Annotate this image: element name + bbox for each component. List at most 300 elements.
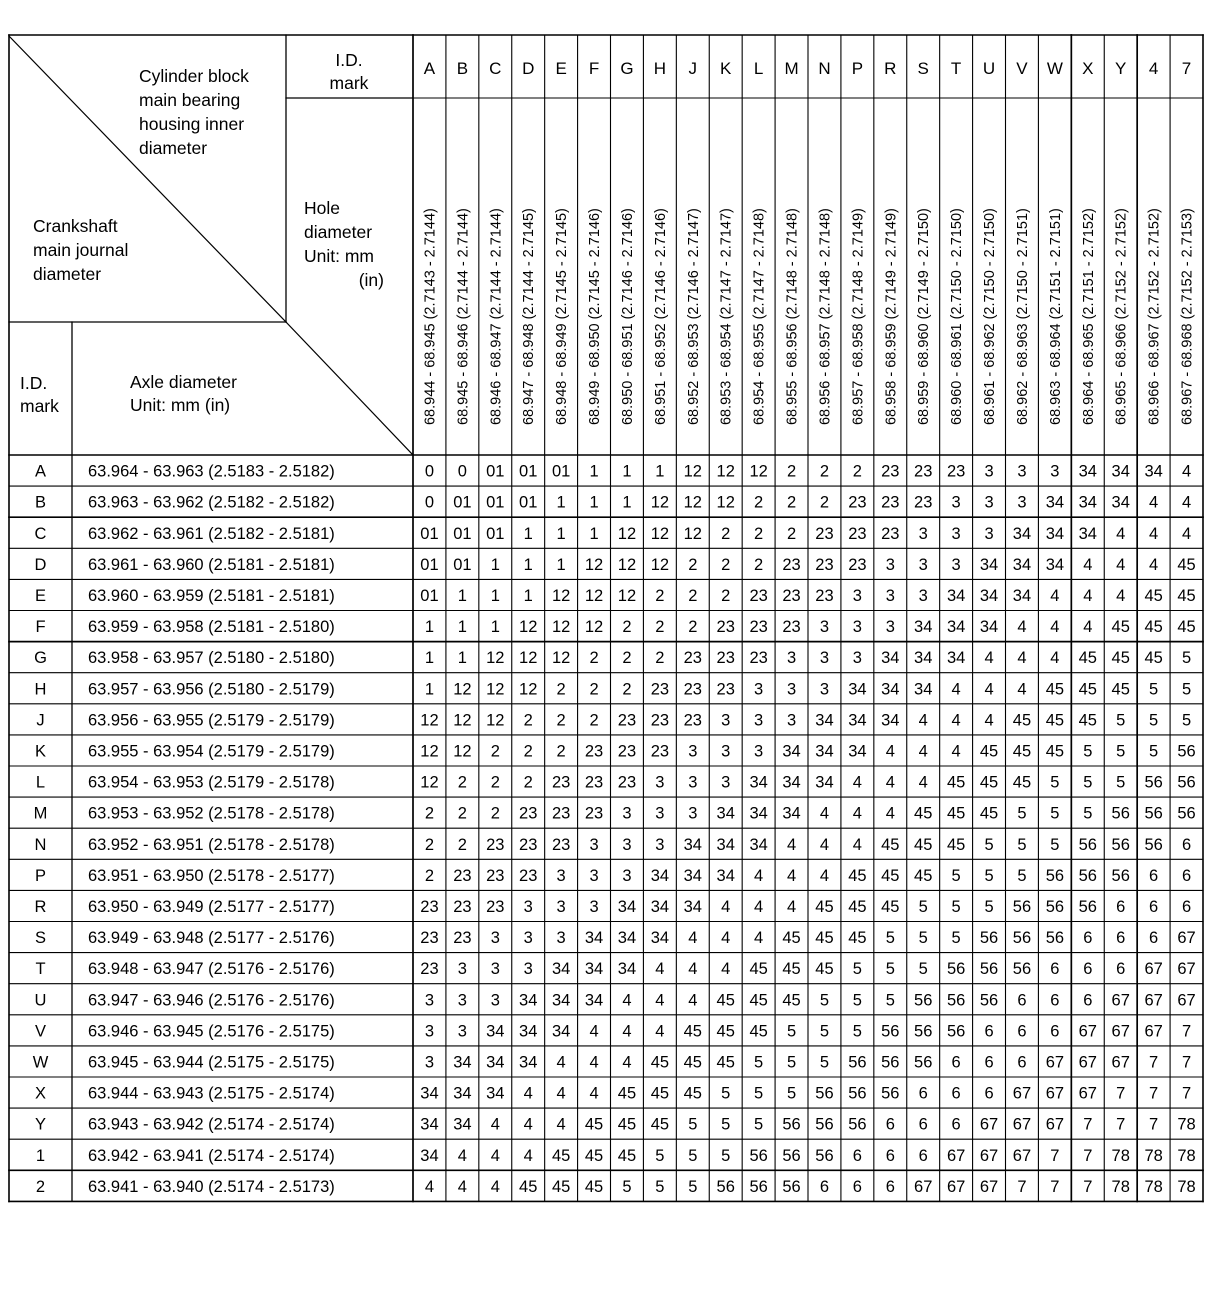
row-axle-diameter-X: 63.944 - 63.943 (2.5175 - 2.5174) bbox=[88, 1084, 335, 1103]
col-mark-G: G bbox=[620, 59, 634, 78]
grade-cell: 23 bbox=[815, 524, 834, 543]
grade-cell: 23 bbox=[584, 742, 604, 761]
grade-cell: 34 bbox=[453, 1115, 472, 1134]
grade-cell: 6 bbox=[1149, 866, 1159, 885]
col-mark-X: X bbox=[1082, 59, 1094, 78]
grade-cell: 67 bbox=[1111, 1053, 1130, 1072]
grade-cell: 45 bbox=[650, 1053, 670, 1072]
grade-cell: 23 bbox=[650, 680, 670, 699]
grade-cell: 45 bbox=[1012, 773, 1032, 792]
col-hole-diameter-F: 68.949 - 68.950 (2.7145 - 2.7146) bbox=[587, 208, 604, 425]
grade-cell: 34 bbox=[848, 680, 867, 699]
col-mark-T: T bbox=[950, 59, 962, 78]
grade-cell: 2 bbox=[786, 493, 797, 512]
grade-cell: 56 bbox=[1045, 929, 1065, 948]
grade-cell: 5 bbox=[918, 960, 928, 979]
grade-cell: 34 bbox=[881, 711, 900, 730]
grade-cell: 4 bbox=[622, 1022, 632, 1041]
grade-cell: 01 bbox=[420, 586, 439, 605]
grade-cell: 34 bbox=[716, 804, 735, 823]
grade-cell: 23 bbox=[617, 711, 637, 730]
grade-cell: 01 bbox=[453, 493, 472, 512]
grade-cell: 01 bbox=[519, 462, 538, 481]
grade-cell: 2 bbox=[622, 618, 632, 637]
grade-cell: 56 bbox=[881, 1053, 900, 1072]
grade-cell: 12 bbox=[486, 649, 505, 668]
col-mark-W: W bbox=[1046, 59, 1063, 78]
row-mark-X: X bbox=[34, 1084, 47, 1103]
grade-cell: 2 bbox=[655, 618, 665, 637]
grade-cell: 2 bbox=[556, 742, 566, 761]
grade-cell: 12 bbox=[683, 524, 702, 543]
grade-cell: 34 bbox=[1111, 493, 1130, 512]
grade-cell: 5 bbox=[754, 1084, 764, 1103]
grade-cell: 4 bbox=[918, 711, 928, 730]
grade-cell: 5 bbox=[984, 866, 994, 885]
grade-cell: 23 bbox=[617, 742, 637, 761]
grade-cell: 45 bbox=[979, 804, 999, 823]
diagonal-lower bbox=[286, 322, 413, 455]
grade-cell: 23 bbox=[519, 804, 538, 823]
grade-cell: 3 bbox=[754, 711, 764, 730]
row-axle-diameter-N: 63.952 - 63.951 (2.5178 - 2.5178) bbox=[88, 835, 335, 854]
grade-cell: 23 bbox=[848, 524, 867, 543]
grade-cell: 3 bbox=[721, 742, 731, 761]
grade-cell: 5 bbox=[754, 1053, 764, 1072]
grade-cell: 34 bbox=[979, 555, 999, 574]
grade-cell: 3 bbox=[556, 929, 566, 948]
grade-cell: 2 bbox=[556, 680, 566, 699]
grade-cell: 56 bbox=[815, 1146, 834, 1165]
grade-cell: 34 bbox=[650, 866, 670, 885]
grade-cell: 67 bbox=[1045, 1115, 1065, 1134]
grade-cell: 4 bbox=[1050, 586, 1060, 605]
grade-cell: 12 bbox=[453, 680, 472, 699]
grade-cell: 34 bbox=[848, 742, 867, 761]
grade-cell: 45 bbox=[683, 1053, 702, 1072]
row-axle-diameter-2: 63.941 - 63.940 (2.5174 - 2.5173) bbox=[88, 1177, 335, 1196]
grade-cell: 67 bbox=[1111, 991, 1130, 1010]
grade-cell: 3 bbox=[688, 804, 698, 823]
row-mark-H: H bbox=[34, 680, 47, 699]
grade-cell: 23 bbox=[749, 618, 768, 637]
grade-cell: 2 bbox=[721, 524, 731, 543]
grade-cell: 5 bbox=[984, 897, 994, 916]
grade-cell: 12 bbox=[617, 524, 637, 543]
grade-cell: 45 bbox=[914, 804, 933, 823]
grade-cell: 34 bbox=[683, 835, 702, 854]
grade-cell: 2 bbox=[589, 649, 599, 668]
row-axle-diameter-P: 63.951 - 63.950 (2.5178 - 2.5177) bbox=[88, 866, 335, 885]
grade-cell: 2 bbox=[490, 773, 500, 792]
grade-cell: 67 bbox=[1144, 1022, 1163, 1041]
grade-cell: 3 bbox=[622, 866, 632, 885]
grade-cell: 45 bbox=[683, 1084, 702, 1103]
grade-cell: 23 bbox=[453, 897, 472, 916]
grade-cell: 56 bbox=[1045, 897, 1065, 916]
col-hole-diameter-E: 68.948 - 68.949 (2.7145 - 2.7145) bbox=[554, 208, 571, 425]
row-axle-diameter-E: 63.960 - 63.959 (2.5181 - 2.5181) bbox=[88, 586, 335, 605]
grade-cell: 4 bbox=[819, 866, 830, 885]
grade-cell: 5 bbox=[852, 991, 862, 1010]
grade-cell: 56 bbox=[946, 1022, 966, 1041]
grade-cell: 01 bbox=[486, 524, 505, 543]
grade-cell: 3 bbox=[424, 1053, 435, 1072]
grade-cell: 7 bbox=[1181, 1022, 1192, 1041]
grade-cell: 12 bbox=[584, 618, 604, 637]
grade-cell: 3 bbox=[490, 960, 500, 979]
grade-cell: 67 bbox=[1111, 1022, 1130, 1041]
grade-cell: 6 bbox=[1181, 866, 1192, 885]
grade-cell: 7 bbox=[1181, 1053, 1192, 1072]
grade-cell: 3 bbox=[984, 462, 994, 481]
col-mark-P: P bbox=[851, 59, 864, 78]
grade-cell: 23 bbox=[683, 649, 702, 668]
grade-cell: 34 bbox=[486, 1022, 505, 1041]
grade-cell: 12 bbox=[716, 462, 735, 481]
grade-cell: 01 bbox=[551, 462, 571, 481]
grade-cell: 34 bbox=[617, 897, 637, 916]
grade-cell: 2 bbox=[754, 493, 764, 512]
grade-cell: 67 bbox=[1078, 1053, 1097, 1072]
grade-cell: 34 bbox=[848, 711, 867, 730]
grade-cell: 5 bbox=[721, 1146, 731, 1165]
grade-cell: 4 bbox=[819, 835, 830, 854]
grade-cell: 67 bbox=[1012, 1146, 1032, 1165]
grade-cell: 56 bbox=[1012, 897, 1032, 916]
grade-cell: 3 bbox=[424, 991, 435, 1010]
grade-cell: 23 bbox=[453, 929, 472, 948]
grade-cell: 45 bbox=[946, 804, 966, 823]
grade-cell: 1 bbox=[622, 462, 632, 481]
grade-cell: 5 bbox=[1116, 711, 1126, 730]
col-mark-7: 7 bbox=[1181, 59, 1192, 78]
grade-cell: 3 bbox=[819, 680, 830, 699]
grade-cell: 3 bbox=[885, 555, 895, 574]
grade-cell: 5 bbox=[852, 1022, 862, 1041]
row-mark-G: G bbox=[34, 649, 47, 668]
col-hole-diameter-N: 68.956 - 68.957 (2.7148 - 2.7148) bbox=[817, 208, 834, 425]
col-hole-diameter-T: 68.960 - 68.961 (2.7150 - 2.7150) bbox=[949, 208, 966, 425]
grade-cell: 5 bbox=[885, 991, 895, 1010]
grade-cell: 3 bbox=[984, 524, 994, 543]
col-hole-diameter-C: 68.946 - 68.947 (2.7144 - 2.7144) bbox=[488, 208, 505, 425]
grade-cell: 67 bbox=[1177, 929, 1196, 948]
grade-cell: 23 bbox=[551, 835, 571, 854]
grade-cell: 2 bbox=[819, 493, 830, 512]
grade-cell: 2 bbox=[688, 555, 698, 574]
grade-cell: 0 bbox=[457, 462, 467, 481]
grade-cell: 34 bbox=[914, 649, 933, 668]
grade-cell: 23 bbox=[584, 773, 604, 792]
row-mark-W: W bbox=[32, 1053, 49, 1072]
grade-cell: 34 bbox=[453, 1053, 472, 1072]
grade-cell: 4 bbox=[951, 711, 961, 730]
grade-cell: 23 bbox=[815, 586, 834, 605]
col-hole-diameter-J: 68.952 - 68.953 (2.7146 - 2.7147) bbox=[685, 208, 702, 425]
grade-cell: 6 bbox=[1116, 960, 1126, 979]
grade-cell: 56 bbox=[1111, 804, 1130, 823]
grade-cell: 45 bbox=[1177, 618, 1196, 637]
grade-cell: 4 bbox=[556, 1053, 566, 1072]
grade-cell: 01 bbox=[420, 555, 439, 574]
grade-cell: 4 bbox=[1116, 555, 1126, 574]
grade-cell: 6 bbox=[1017, 1022, 1027, 1041]
grade-cell: 34 bbox=[650, 929, 670, 948]
grade-cell: 34 bbox=[1045, 524, 1065, 543]
grade-cell: 7 bbox=[1050, 1177, 1060, 1196]
grade-cell: 45 bbox=[815, 929, 834, 948]
grade-cell: 45 bbox=[584, 1115, 604, 1134]
row-axle-diameter-J: 63.956 - 63.955 (2.5179 - 2.5179) bbox=[88, 711, 335, 730]
grade-cell: 4 bbox=[622, 1053, 632, 1072]
grade-cell: 23 bbox=[420, 929, 439, 948]
col-hole-diameter-B: 68.945 - 68.946 (2.7144 - 2.7144) bbox=[455, 208, 472, 425]
row-mark-L: L bbox=[35, 773, 46, 792]
grade-cell: 23 bbox=[486, 866, 505, 885]
grade-cell: 56 bbox=[815, 1084, 834, 1103]
grade-cell: 34 bbox=[749, 773, 768, 792]
grade-cell: 4 bbox=[490, 1115, 500, 1134]
grade-cell: 3 bbox=[786, 649, 797, 668]
grade-cell: 5 bbox=[721, 1084, 731, 1103]
grade-cell: 6 bbox=[885, 1115, 895, 1134]
col-mark-V: V bbox=[1016, 59, 1028, 78]
grade-cell: 6 bbox=[1116, 929, 1126, 948]
grade-cell: 45 bbox=[617, 1146, 637, 1165]
grade-cell: 3 bbox=[655, 835, 665, 854]
grade-cell: 23 bbox=[486, 835, 505, 854]
grade-cell: 4 bbox=[984, 649, 994, 668]
grade-cell: 2 bbox=[655, 586, 665, 605]
grade-cell: 3 bbox=[819, 649, 830, 668]
grade-cell: 67 bbox=[1078, 1084, 1097, 1103]
col-mark-M: M bbox=[784, 59, 799, 78]
row-mark-C: C bbox=[34, 524, 47, 543]
col-hole-diameter-G: 68.950 - 68.951 (2.7146 - 2.7146) bbox=[619, 208, 636, 425]
grade-cell: 12 bbox=[519, 680, 538, 699]
grade-cell: 45 bbox=[1144, 649, 1163, 668]
grade-cell: 45 bbox=[979, 773, 999, 792]
grade-cell: 3 bbox=[885, 586, 895, 605]
grade-cell: 12 bbox=[749, 462, 768, 481]
row-mark-2: 2 bbox=[35, 1177, 46, 1196]
grade-cell: 1 bbox=[424, 618, 435, 637]
grade-cell: 34 bbox=[815, 773, 834, 792]
grade-cell: 3 bbox=[918, 555, 928, 574]
grade-cell: 45 bbox=[683, 1022, 702, 1041]
row-mark-K: K bbox=[34, 742, 47, 761]
grade-cell: 3 bbox=[622, 835, 632, 854]
grade-cell: 4 bbox=[523, 1115, 533, 1134]
grade-cell: 23 bbox=[716, 618, 735, 637]
grade-cell: 6 bbox=[1017, 1053, 1027, 1072]
grade-cell: 34 bbox=[420, 1146, 439, 1165]
grade-cell: 4 bbox=[754, 866, 764, 885]
grade-cell: 4 bbox=[786, 866, 797, 885]
row-mark-D: D bbox=[34, 555, 47, 574]
grade-cell: 6 bbox=[852, 1177, 862, 1196]
grade-cell: 45 bbox=[519, 1177, 538, 1196]
grade-cell: 4 bbox=[655, 960, 665, 979]
grade-cell: 4 bbox=[721, 929, 731, 948]
col-hole-diameter-D: 68.947 - 68.948 (2.7144 - 2.7145) bbox=[521, 208, 538, 425]
grade-cell: 3 bbox=[688, 742, 698, 761]
grade-cell: 3 bbox=[721, 711, 731, 730]
grade-cell: 5 bbox=[1181, 711, 1192, 730]
col-hole-diameter-U: 68.961 - 68.962 (2.7150 - 2.7150) bbox=[982, 208, 999, 425]
row-axle-diameter-1: 63.942 - 63.941 (2.5174 - 2.5174) bbox=[88, 1146, 335, 1165]
grade-cell: 1 bbox=[457, 618, 467, 637]
grade-cell: 56 bbox=[1144, 835, 1163, 854]
grade-cell: 34 bbox=[683, 866, 702, 885]
grade-cell: 45 bbox=[1045, 680, 1065, 699]
grade-cell: 67 bbox=[946, 1146, 966, 1165]
col-mark-K: K bbox=[720, 59, 732, 78]
col-hole-diameter-M: 68.955 - 68.956 (2.7148 - 2.7148) bbox=[784, 208, 801, 425]
grade-cell: 4 bbox=[1050, 649, 1060, 668]
hole-desc-line-1: Hole bbox=[304, 198, 340, 218]
col-mark-C: C bbox=[489, 59, 502, 78]
grade-cell: 4 bbox=[951, 742, 961, 761]
grade-cell: 23 bbox=[914, 493, 933, 512]
grade-cell: 67 bbox=[1045, 1053, 1065, 1072]
grade-cell: 34 bbox=[551, 960, 571, 979]
grade-cell: 6 bbox=[852, 1146, 862, 1165]
grade-cell: 1 bbox=[556, 524, 566, 543]
hole-desc-line-3: Unit: mm bbox=[304, 246, 374, 266]
row-axle-diameter-R: 63.950 - 63.949 (2.5177 - 2.5177) bbox=[88, 897, 335, 916]
grade-cell: 1 bbox=[622, 493, 632, 512]
grade-cell: 34 bbox=[584, 960, 604, 979]
grade-cell: 4 bbox=[885, 773, 895, 792]
grade-cell: 56 bbox=[782, 1146, 801, 1165]
grade-cell: 45 bbox=[1177, 586, 1196, 605]
grade-cell: 7 bbox=[1116, 1084, 1126, 1103]
grade-cell: 34 bbox=[1012, 524, 1032, 543]
grade-cell: 2 bbox=[457, 804, 467, 823]
grade-cell: 2 bbox=[622, 649, 632, 668]
grade-cell: 56 bbox=[979, 929, 999, 948]
grade-cell: 5 bbox=[819, 991, 830, 1010]
grade-cell: 5 bbox=[655, 1177, 665, 1196]
grade-cell: 6 bbox=[1083, 929, 1093, 948]
grade-cell: 23 bbox=[716, 649, 735, 668]
col-hole-diameter-R: 68.958 - 68.959 (2.7149 - 2.7149) bbox=[883, 208, 900, 425]
grade-cell: 4 bbox=[1050, 618, 1060, 637]
grade-cell: 3 bbox=[655, 773, 665, 792]
grade-cell: 45 bbox=[749, 1022, 768, 1041]
grade-cell: 67 bbox=[1144, 991, 1163, 1010]
grade-cell: 3 bbox=[523, 960, 533, 979]
col-hole-diameter-P: 68.957 - 68.958 (2.7148 - 2.7149) bbox=[850, 208, 867, 425]
grade-cell: 23 bbox=[782, 586, 801, 605]
grade-cell: 23 bbox=[881, 524, 900, 543]
grade-cell: 5 bbox=[1083, 804, 1093, 823]
col-mark-H: H bbox=[653, 59, 667, 78]
grade-cell: 5 bbox=[786, 1053, 797, 1072]
grade-cell: 7 bbox=[1116, 1115, 1126, 1134]
grade-cell: 23 bbox=[650, 742, 670, 761]
grade-cell: 3 bbox=[490, 929, 500, 948]
grade-cell: 56 bbox=[881, 1084, 900, 1103]
grade-cell: 23 bbox=[749, 649, 768, 668]
crank-desc-line-1: Crankshaft bbox=[33, 216, 118, 236]
grade-cell: 2 bbox=[754, 524, 764, 543]
grade-cell: 34 bbox=[815, 711, 834, 730]
grade-cell: 56 bbox=[914, 991, 933, 1010]
grade-cell: 56 bbox=[1012, 929, 1032, 948]
grade-cell: 12 bbox=[551, 618, 571, 637]
grade-cell: 45 bbox=[1111, 618, 1130, 637]
grade-cell: 3 bbox=[984, 493, 994, 512]
grade-cell: 2 bbox=[457, 835, 467, 854]
grade-cell: 3 bbox=[754, 680, 764, 699]
grade-cell: 23 bbox=[617, 773, 637, 792]
grade-cell: 34 bbox=[617, 960, 637, 979]
grade-cell: 4 bbox=[589, 1022, 599, 1041]
col-hole-diameter-Y: 68.965 - 68.966 (2.7152 - 2.7152) bbox=[1113, 208, 1130, 425]
grade-cell: 6 bbox=[984, 1022, 994, 1041]
col-hole-diameter-4: 68.966 - 68.967 (2.7152 - 2.7152) bbox=[1146, 208, 1163, 425]
axle-desc-line-1: Axle diameter bbox=[130, 372, 237, 392]
grade-cell: 4 bbox=[951, 680, 961, 699]
grade-cell: 2 bbox=[424, 804, 435, 823]
grade-cell: 1 bbox=[589, 524, 599, 543]
col-mark-F: F bbox=[588, 59, 600, 78]
grade-cell: 6 bbox=[984, 1084, 994, 1103]
axle-desc-line-2: Unit: mm (in) bbox=[130, 395, 231, 415]
grade-cell: 4 bbox=[819, 804, 830, 823]
grade-cell: 34 bbox=[749, 804, 768, 823]
grade-cell: 56 bbox=[749, 1146, 768, 1165]
grade-cell: 34 bbox=[650, 897, 670, 916]
col-hole-diameter-X: 68.964 - 68.965 (2.7151 - 2.7152) bbox=[1080, 208, 1097, 425]
grade-cell: 3 bbox=[622, 804, 632, 823]
col-hole-diameter-L: 68.954 - 68.955 (2.7147 - 2.7148) bbox=[751, 208, 768, 425]
grade-cell: 6 bbox=[951, 1053, 961, 1072]
grade-cell: 3 bbox=[852, 618, 862, 637]
grade-cell: 67 bbox=[979, 1146, 999, 1165]
table-body bbox=[33, 59, 1196, 1196]
col-mark-S: S bbox=[917, 59, 929, 78]
grade-cell: 23 bbox=[551, 773, 571, 792]
grade-cell: 67 bbox=[979, 1115, 999, 1134]
grade-cell: 2 bbox=[523, 711, 533, 730]
col-mark-R: R bbox=[884, 59, 897, 78]
grade-cell: 4 bbox=[786, 897, 797, 916]
grade-cell: 01 bbox=[486, 462, 505, 481]
grade-cell: 3 bbox=[1017, 462, 1027, 481]
grade-cell: 67 bbox=[1144, 960, 1163, 979]
grade-cell: 5 bbox=[1116, 773, 1126, 792]
grade-cell: 45 bbox=[551, 1177, 571, 1196]
grade-cell: 45 bbox=[881, 835, 900, 854]
grade-cell: 5 bbox=[721, 1115, 731, 1134]
grade-cell: 01 bbox=[486, 493, 505, 512]
grade-cell: 2 bbox=[424, 866, 435, 885]
grade-cell: 1 bbox=[523, 586, 533, 605]
col-id-mark-label-2: mark bbox=[329, 73, 369, 93]
grade-cell: 45 bbox=[584, 1177, 604, 1196]
row-mark-E: E bbox=[34, 586, 47, 605]
grade-cell: 4 bbox=[1116, 586, 1126, 605]
row-mark-S: S bbox=[34, 929, 47, 948]
grade-cell: 45 bbox=[815, 960, 834, 979]
grade-cell: 12 bbox=[650, 493, 670, 512]
grade-cell: 3 bbox=[885, 618, 895, 637]
grade-cell: 45 bbox=[782, 960, 801, 979]
